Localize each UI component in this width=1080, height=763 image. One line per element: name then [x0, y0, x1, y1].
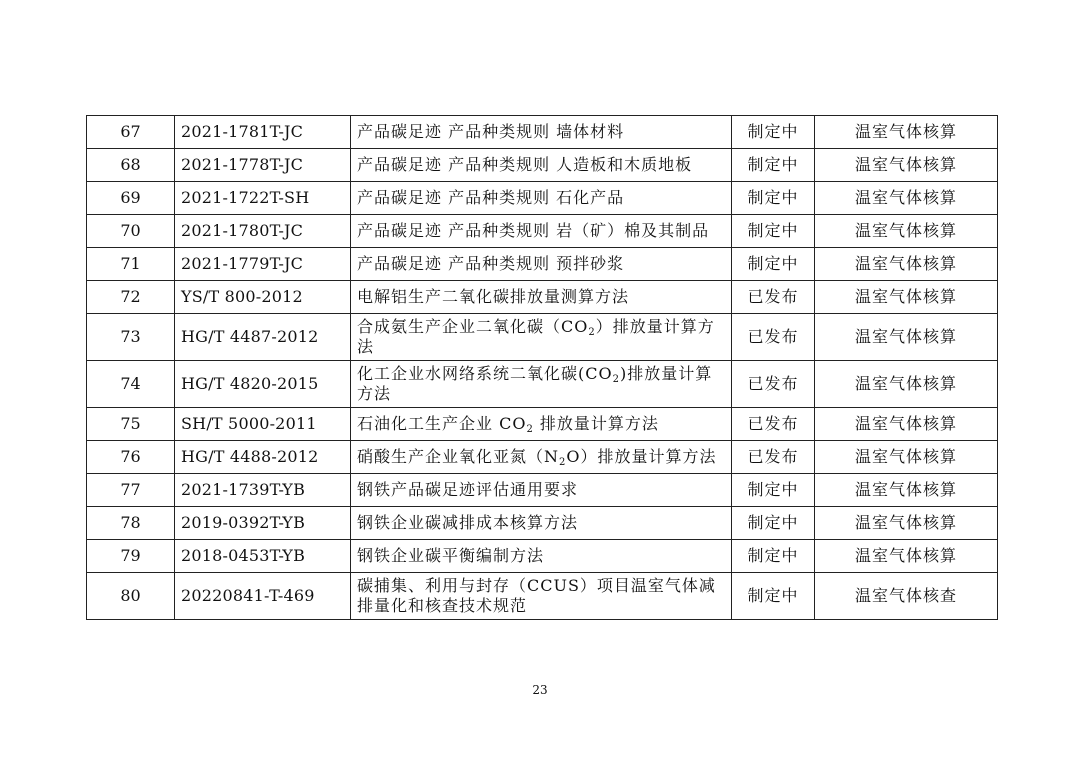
status-cell: 制定中	[732, 540, 815, 573]
status-cell: 制定中	[732, 182, 815, 215]
table-row	[87, 281, 998, 314]
status-cell: 制定中	[732, 248, 815, 281]
table-row	[87, 116, 998, 149]
name-text: O）排放量计算方法	[566, 447, 717, 466]
table-row	[87, 540, 998, 573]
name-text: 化工企业水网络系统二氧化碳(CO	[357, 364, 613, 383]
table-row	[87, 314, 998, 361]
table-row	[87, 408, 998, 441]
row-number: 79	[87, 540, 175, 573]
category-cell: 温室气体核算	[815, 314, 998, 361]
category-cell: 温室气体核算	[815, 281, 998, 314]
row-number: 69	[87, 182, 175, 215]
standard-name: 碳捕集、利用与封存（CCUS）项目温室气体减排量化和核查技术规范	[351, 573, 732, 620]
status-cell: 制定中	[732, 507, 815, 540]
row-number: 71	[87, 248, 175, 281]
table-row	[87, 149, 998, 182]
standard-code: 2021-1722T-SH	[175, 182, 351, 215]
standard-name: 产品碳足迹 产品种类规则 人造板和木质地板	[351, 149, 732, 182]
standard-name: 产品碳足迹 产品种类规则 预拌砂浆	[351, 248, 732, 281]
standard-name: 钢铁企业碳平衡编制方法	[351, 540, 732, 573]
status-cell: 制定中	[732, 215, 815, 248]
subscript: 2	[559, 457, 567, 468]
name-text: 石油化工生产企业 CO	[357, 414, 527, 433]
status-cell: 制定中	[732, 474, 815, 507]
category-cell: 温室气体核算	[815, 215, 998, 248]
category-cell: 温室气体核算	[815, 361, 998, 408]
status-cell: 已发布	[732, 361, 815, 408]
name-text: 合成氨生产企业二氧化碳（CO	[357, 317, 589, 336]
name-text: 排放量计算方法	[533, 414, 659, 433]
category-cell: 温室气体核算	[815, 149, 998, 182]
row-number: 75	[87, 408, 175, 441]
category-cell: 温室气体核查	[815, 573, 998, 620]
status-cell: 制定中	[732, 149, 815, 182]
standard-name: 产品碳足迹 产品种类规则 墙体材料	[351, 116, 732, 149]
row-number: 78	[87, 507, 175, 540]
row-number: 77	[87, 474, 175, 507]
standard-code: 2021-1778T-JC	[175, 149, 351, 182]
standard-code: 2021-1781T-JC	[175, 116, 351, 149]
category-cell: 温室气体核算	[815, 474, 998, 507]
standard-code: 20220841-T-469	[175, 573, 351, 620]
standard-name: 电解铝生产二氧化碳排放量测算方法	[351, 281, 732, 314]
category-cell: 温室气体核算	[815, 441, 998, 474]
standard-name	[351, 361, 732, 408]
standard-code: HG/T 4487-2012	[175, 314, 351, 361]
row-number: 80	[87, 573, 175, 620]
category-cell: 温室气体核算	[815, 408, 998, 441]
standards-table	[86, 115, 998, 620]
category-cell: 温室气体核算	[815, 248, 998, 281]
table-row	[87, 361, 998, 408]
standard-code: YS/T 800-2012	[175, 281, 351, 314]
standard-code: 2021-1779T-JC	[175, 248, 351, 281]
standard-name: 钢铁产品碳足迹评估通用要求	[351, 474, 732, 507]
standard-name: 产品碳足迹 产品种类规则 石化产品	[351, 182, 732, 215]
page-number: 23	[532, 683, 548, 697]
name-text: ）排放量计算方法	[357, 317, 715, 356]
row-number: 73	[87, 314, 175, 361]
category-cell: 温室气体核算	[815, 507, 998, 540]
standard-code: 2019-0392T-YB	[175, 507, 351, 540]
row-number: 68	[87, 149, 175, 182]
standard-name	[351, 314, 732, 361]
status-cell: 已发布	[732, 281, 815, 314]
status-cell: 制定中	[732, 116, 815, 149]
name-text: )排放量计算方法	[357, 364, 713, 403]
standard-name	[351, 408, 732, 441]
row-number: 72	[87, 281, 175, 314]
name-text: 硝酸生产企业氧化亚氮（N	[357, 447, 560, 466]
subscript: 2	[588, 327, 596, 338]
table-row	[87, 215, 998, 248]
row-number: 74	[87, 361, 175, 408]
category-cell: 温室气体核算	[815, 116, 998, 149]
standard-code: 2018-0453T-YB	[175, 540, 351, 573]
standard-code: 2021-1739T-YB	[175, 474, 351, 507]
standard-code: HG/T 4820-2015	[175, 361, 351, 408]
table-row	[87, 507, 998, 540]
category-cell: 温室气体核算	[815, 182, 998, 215]
standard-name: 产品碳足迹 产品种类规则 岩（矿）棉及其制品	[351, 215, 732, 248]
standard-code: HG/T 4488-2012	[175, 441, 351, 474]
status-cell: 已发布	[732, 408, 815, 441]
subscript: 2	[526, 424, 534, 435]
standard-name: 钢铁企业碳减排成本核算方法	[351, 507, 732, 540]
table-row	[87, 182, 998, 215]
row-number: 76	[87, 441, 175, 474]
standard-code: SH/T 5000-2011	[175, 408, 351, 441]
row-number: 67	[87, 116, 175, 149]
status-cell: 制定中	[732, 573, 815, 620]
standard-code: 2021-1780T-JC	[175, 215, 351, 248]
table-row	[87, 248, 998, 281]
table-row	[87, 441, 998, 474]
category-cell: 温室气体核算	[815, 540, 998, 573]
row-number: 70	[87, 215, 175, 248]
subscript: 2	[612, 374, 620, 385]
standard-name	[351, 441, 732, 474]
status-cell: 已发布	[732, 441, 815, 474]
table-row	[87, 474, 998, 507]
table-row	[87, 573, 998, 620]
status-cell: 已发布	[732, 314, 815, 361]
